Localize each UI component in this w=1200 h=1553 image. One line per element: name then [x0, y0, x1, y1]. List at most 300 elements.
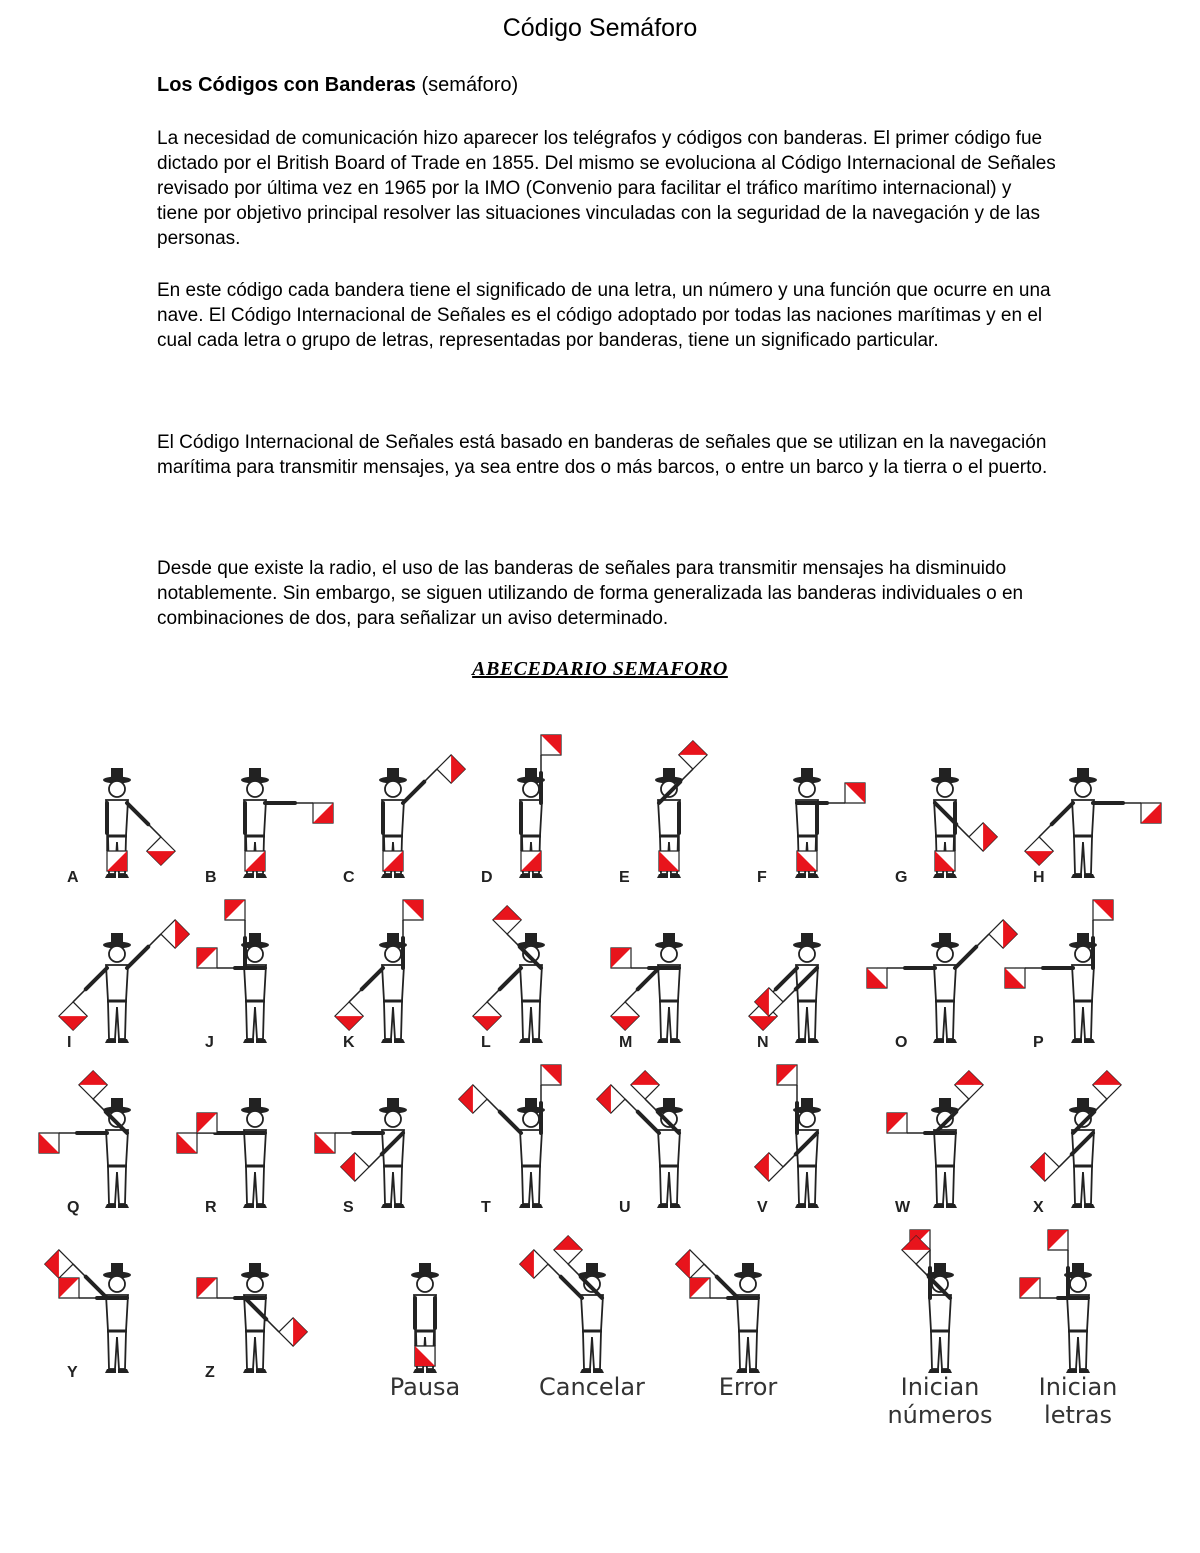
head [740, 1276, 756, 1292]
leg-left [807, 1167, 816, 1204]
hat-crown [525, 933, 537, 943]
leg-left [531, 1167, 540, 1204]
flag-pole [1094, 1099, 1107, 1112]
head [385, 1111, 401, 1127]
torso [658, 800, 680, 836]
head [523, 781, 539, 797]
flag-pole [976, 934, 989, 947]
flag-pole [93, 1099, 106, 1112]
semaphore-figure [597, 1071, 683, 1208]
hat-crown [939, 768, 951, 778]
semaphore-figure [1005, 900, 1113, 1043]
letter-label-c: C [343, 869, 355, 886]
letter-label-b: B [205, 869, 217, 886]
shoe-left [394, 1039, 405, 1043]
flag-red [955, 1071, 983, 1085]
hat-crown [249, 768, 261, 778]
leg-left [1078, 1332, 1087, 1369]
head [1070, 1276, 1086, 1292]
leg-left [1083, 1002, 1092, 1039]
shoe-left [256, 874, 267, 878]
arm-right [776, 968, 797, 989]
hat-crown [525, 1098, 537, 1108]
flag-pole [148, 824, 161, 837]
shoe-left [118, 1369, 129, 1373]
leg-right [798, 1167, 807, 1204]
torso [244, 800, 266, 836]
hat-crown [663, 1098, 675, 1108]
hat-crown [663, 768, 675, 778]
semaphore-figure [241, 768, 333, 878]
shoe-left [670, 1204, 681, 1208]
flag-red [1093, 1071, 1121, 1085]
hat-crown [934, 1263, 946, 1273]
letter-label-r: R [205, 1199, 217, 1216]
flag-red [1031, 1153, 1045, 1181]
head [799, 1111, 815, 1127]
flag-pole [956, 1099, 969, 1112]
flag-red [1003, 920, 1017, 948]
shoe-right [243, 874, 254, 878]
flag-red [493, 906, 521, 920]
flag-pole [148, 934, 161, 947]
semaphore-figure [459, 1065, 561, 1208]
flag-pole [548, 1264, 561, 1277]
torso [106, 1295, 128, 1331]
semaphore-figure [611, 933, 683, 1043]
leg-left [531, 1002, 540, 1039]
letter-label-k: K [343, 1034, 355, 1051]
semaphore-alphabet-figure [0, 720, 1200, 1460]
subtitle-rest: (semáforo) [415, 74, 519, 96]
flag-red [755, 1153, 769, 1181]
shoe-left [1084, 1204, 1095, 1208]
letter-label-x: X [1033, 1199, 1044, 1216]
letter-label-g: G [895, 869, 908, 886]
hat-crown [249, 1263, 261, 1273]
shoe-right [243, 1204, 254, 1208]
hat-crown [1072, 1263, 1084, 1273]
head [799, 781, 815, 797]
leg-right [739, 1332, 748, 1369]
torso [520, 1130, 542, 1166]
letter-label-i: I [67, 1034, 72, 1051]
head [247, 781, 263, 797]
shoe-left [808, 1204, 819, 1208]
flag-pole [704, 1264, 717, 1277]
hat-crown [586, 1263, 598, 1273]
leg-right [384, 1167, 393, 1204]
shoe-right [1071, 874, 1082, 878]
head [247, 1276, 263, 1292]
letter-label-z: Z [205, 1364, 215, 1381]
shoe-right [105, 1039, 116, 1043]
special-label2-5: letras [1044, 1401, 1112, 1429]
flag-pole [349, 989, 362, 1002]
letter-label-d: D [481, 869, 493, 886]
hat-crown [801, 768, 813, 778]
flag-red [451, 755, 465, 783]
shoe-left [532, 1204, 543, 1208]
letter-label-s: S [343, 1199, 354, 1216]
semaphore-figure [931, 768, 997, 878]
shoe-left [808, 1039, 819, 1043]
shoe-right [381, 1204, 392, 1208]
hat-crown [939, 1098, 951, 1108]
flag-pole [645, 1099, 658, 1112]
leg-right [384, 1002, 393, 1039]
arm-right [500, 968, 521, 989]
flag-red [335, 1016, 363, 1030]
flag-red [676, 1250, 690, 1278]
leg-left [1083, 837, 1092, 874]
leg-right [108, 1002, 117, 1039]
hat-crown [387, 768, 399, 778]
flag-pole [73, 1264, 86, 1277]
leg-left [592, 1332, 601, 1369]
special-label-2: Cancelar [539, 1373, 645, 1401]
head [109, 946, 125, 962]
head [937, 781, 953, 797]
semaphore-figure [315, 1098, 407, 1208]
semaphore-figure [177, 1098, 269, 1208]
flag-red [597, 1085, 611, 1113]
paragraph-3: El Código Internacional de Señales está basado en banderas de señales que se utilizan en la navegación marítima para transmitir mensajes, ya sea entre dos o más barcos, o entre un barco y la tierra o el puerto. [157, 432, 1048, 478]
flag-red [79, 1071, 107, 1085]
leg-left [1083, 1167, 1092, 1204]
torso [737, 1295, 759, 1331]
semaphore-figure [655, 741, 707, 878]
flag-pole [487, 989, 500, 1002]
letter-label-y: Y [67, 1364, 78, 1381]
hat-crown [1077, 933, 1089, 943]
torso [106, 1130, 128, 1166]
semaphore-figure [676, 1250, 762, 1373]
letter-label-t: T [481, 1199, 491, 1216]
head [109, 1276, 125, 1292]
shoe-left [118, 1204, 129, 1208]
shoe-left [394, 874, 405, 878]
semaphore-figure [197, 1263, 307, 1373]
shoe-right [105, 1204, 116, 1208]
shoe-right [795, 1204, 806, 1208]
hat-crown [742, 1263, 754, 1273]
flag-pole [568, 1264, 581, 1277]
leg-right [522, 1002, 531, 1039]
hat-crown [1077, 1098, 1089, 1108]
flag-red [147, 851, 175, 865]
torso [658, 965, 680, 1001]
flag-pole [507, 934, 520, 947]
subtitle-bold: Los Códigos con Banderas [157, 74, 416, 96]
semaphore-figure [517, 735, 561, 878]
shoe-left [394, 1204, 405, 1208]
flag-red [631, 1071, 659, 1085]
flag-red [611, 1016, 639, 1030]
alphabet-heading: ABECEDARIO SEMAFORO [472, 658, 728, 680]
arm-right [362, 968, 383, 989]
semaphore-figure [520, 1236, 606, 1373]
semaphore-figure [749, 933, 821, 1043]
head [799, 946, 815, 962]
shoe-left [118, 874, 129, 878]
leg-left [945, 1167, 954, 1204]
hat-crown [387, 1098, 399, 1108]
head [1075, 781, 1091, 797]
shoe-right [933, 874, 944, 878]
semaphore-figure [902, 1230, 954, 1373]
torso [382, 965, 404, 1001]
head [937, 946, 953, 962]
special-label-5: Inician [1038, 1373, 1118, 1401]
flag-pole [625, 989, 638, 1002]
letter-label-j: J [205, 1034, 214, 1051]
leg-left [669, 1002, 678, 1039]
leg-right [1074, 1002, 1083, 1039]
flag-red [459, 1085, 473, 1113]
arm-right [86, 1277, 107, 1298]
head [385, 946, 401, 962]
semaphore-figure [379, 755, 465, 878]
torso [414, 1295, 436, 1331]
leg-left [807, 1002, 816, 1039]
head [109, 781, 125, 797]
leg-right [246, 1002, 255, 1039]
shoe-right [381, 874, 392, 878]
flag-red [341, 1153, 355, 1181]
flag-pole [625, 1099, 638, 1112]
flag-pole [487, 1099, 500, 1112]
shoe-right [933, 1039, 944, 1043]
flag-red [983, 823, 997, 851]
arm-right [638, 1112, 659, 1133]
letter-label-o: O [895, 1034, 908, 1051]
leg-right [1069, 1332, 1078, 1369]
head [523, 1111, 539, 1127]
flag-pole [369, 1154, 382, 1167]
hat-crown [111, 933, 123, 943]
arm-left [403, 782, 424, 803]
special-label2-4: números [887, 1401, 993, 1429]
flag-red [1025, 851, 1053, 865]
leg-left [255, 1332, 264, 1369]
flag-red [520, 1250, 534, 1278]
shoe-right [657, 1039, 668, 1043]
flag-pole [783, 989, 796, 1002]
leg-left [748, 1332, 757, 1369]
leg-left [117, 1332, 126, 1369]
shoe-left [670, 1039, 681, 1043]
semaphore-figure [1020, 1230, 1092, 1373]
semaphore-figure [887, 1071, 983, 1208]
hat-crown [663, 933, 675, 943]
shoe-right [519, 874, 530, 878]
paragraph-1: La necesidad de comunicación hizo aparecer los telégrafos y códigos con banderas. El primer código fue dictado por el British Board of Trade en 1855. Del mismo se evoluciona al Código Internacional de Señales revisado por última vez en 1965 por la IMO (Convenio para facilitar el tráfico marítimo internacional) y tiene por objetivo principal resolver las situaciones vinculadas con la seguridad de la navegación y de las personas. [157, 128, 1056, 249]
shoe-right [243, 1369, 254, 1373]
semaphore-figure [103, 768, 175, 878]
semaphore-figure [59, 920, 189, 1043]
torso [106, 965, 128, 1001]
letter-label-l: L [481, 1034, 491, 1051]
flag-red [45, 1250, 59, 1278]
special-label-4: Inician [900, 1373, 980, 1401]
letter-label-f: F [757, 869, 767, 886]
shoe-left [1084, 874, 1095, 878]
leg-right [522, 1167, 531, 1204]
leg-right [1074, 1167, 1083, 1204]
leg-right [931, 1332, 940, 1369]
arm-right [561, 1277, 582, 1298]
arm-right [638, 968, 659, 989]
hat-crown [419, 1263, 431, 1273]
flag-pole [266, 1319, 279, 1332]
shoe-left [256, 1204, 267, 1208]
shoe-left [946, 874, 957, 878]
leg-left [117, 1167, 126, 1204]
shoe-right [1071, 1039, 1082, 1043]
flag-red [293, 1318, 307, 1346]
leg-left [669, 1167, 678, 1204]
letter-label-q: Q [67, 1199, 80, 1216]
leg-right [108, 1332, 117, 1369]
shoe-right [105, 1369, 116, 1373]
flag-red [175, 920, 189, 948]
torso [106, 800, 128, 836]
semaphore-figure [755, 1065, 821, 1208]
leg-left [255, 1002, 264, 1039]
hat-crown [525, 768, 537, 778]
semaphore-figure [45, 1250, 131, 1373]
semaphore-figure [793, 768, 865, 878]
flag-pole [1059, 1154, 1072, 1167]
torso [934, 1130, 956, 1166]
head [247, 946, 263, 962]
semaphore-figure [197, 900, 269, 1043]
semaphore-figure [411, 1263, 439, 1373]
arm-right [717, 1277, 738, 1298]
shoe-left [256, 1039, 267, 1043]
leg-right [246, 1167, 255, 1204]
paragraph-4: Desde que existe la radio, el uso de las banderas de señales para transmitir mensajes ha disminuido notablemente. Sin embargo, se siguen utilizando de forma generalizada las banderas individuales o en combinaciones de dos, para señalizar un aviso determinado. [157, 558, 1024, 629]
shoe-left [532, 1039, 543, 1043]
shoe-right [657, 1204, 668, 1208]
letter-label-w: W [895, 1199, 911, 1216]
torso [658, 1130, 680, 1166]
shoe-left [946, 1039, 957, 1043]
head [1075, 946, 1091, 962]
letter-label-h: H [1033, 869, 1045, 886]
hat-crown [249, 933, 261, 943]
document-title: Código Semáforo [502, 14, 698, 42]
hat-crown [939, 933, 951, 943]
shoe-right [933, 1204, 944, 1208]
section-subtitle [157, 74, 518, 97]
flag-red [59, 1016, 87, 1030]
leg-right [798, 1002, 807, 1039]
hat-crown [801, 1098, 813, 1108]
shoe-left [670, 874, 681, 878]
shoe-right [105, 874, 116, 878]
shoe-right [795, 874, 806, 878]
letter-label-a: A [67, 869, 79, 886]
arm-right [500, 1112, 521, 1133]
hat-crown [111, 1098, 123, 1108]
flag-pole [1039, 824, 1052, 837]
leg-right [1074, 837, 1083, 874]
hat-crown [387, 933, 399, 943]
head [247, 1111, 263, 1127]
head [417, 1276, 433, 1292]
hat-crown [111, 768, 123, 778]
special-label-1: Pausa [389, 1373, 461, 1401]
torso [244, 1130, 266, 1166]
head [661, 946, 677, 962]
torso [929, 1295, 951, 1331]
hat-crown [249, 1098, 261, 1108]
head [385, 781, 401, 797]
leg-right [108, 1167, 117, 1204]
leg-right [583, 1332, 592, 1369]
flag-pole [783, 1154, 796, 1167]
letter-label-u: U [619, 1199, 631, 1216]
semaphore-figure [867, 920, 1017, 1043]
shoe-right [519, 1039, 530, 1043]
flag-pole [680, 769, 693, 782]
torso [520, 965, 542, 1001]
leg-left [393, 1167, 402, 1204]
leg-left [117, 1002, 126, 1039]
leg-left [255, 1167, 264, 1204]
semaphore-figure [39, 1071, 131, 1208]
leg-left [945, 1002, 954, 1039]
paragraph-2: En este código cada bandera tiene el significado de una letra, un número y una función que ocurre en una nave. El Código Internacional de Señales es el código adoptado por todas las naciones marítimas y en el cual cada letra o grupo de letras, representadas por banderas, tiene un significado particular. [157, 280, 1051, 351]
letter-label-v: V [757, 1199, 768, 1216]
shoe-right [795, 1039, 806, 1043]
torso [1072, 800, 1094, 836]
arm-left [955, 947, 976, 968]
torso [581, 1295, 603, 1331]
special-label-3: Error [718, 1373, 778, 1401]
semaphore-figure [1031, 1071, 1121, 1208]
flag-pole [73, 989, 86, 1002]
shoe-right [657, 874, 668, 878]
arm-left [127, 947, 148, 968]
flag-red [679, 741, 707, 755]
torso [520, 800, 542, 836]
flag-red [554, 1236, 582, 1250]
shoe-left [256, 1369, 267, 1373]
leg-right [936, 1002, 945, 1039]
shoe-right [519, 1204, 530, 1208]
torso [796, 800, 818, 836]
flag-red [473, 1016, 501, 1030]
arm-left [127, 803, 148, 824]
letter-label-e: E [619, 869, 630, 886]
hat-crown [1077, 768, 1089, 778]
semaphore-figure [473, 906, 545, 1043]
shoe-left [1084, 1039, 1095, 1043]
letter-label-n: N [757, 1034, 769, 1051]
shoe-left [808, 874, 819, 878]
shoe-right [243, 1039, 254, 1043]
shoe-right [381, 1039, 392, 1043]
torso [1067, 1295, 1089, 1331]
shoe-right [1071, 1204, 1082, 1208]
letter-label-m: M [619, 1034, 633, 1051]
leg-right [936, 1167, 945, 1204]
flag-red [749, 1016, 777, 1030]
torso [1072, 965, 1094, 1001]
